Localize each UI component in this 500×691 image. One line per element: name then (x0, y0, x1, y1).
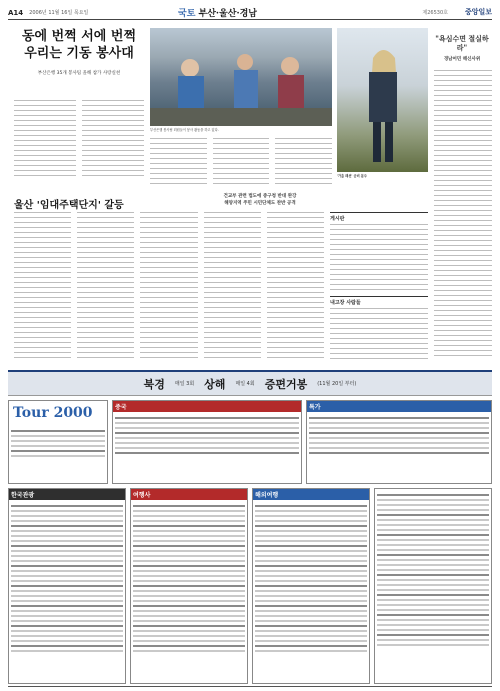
bulletin-board-box (330, 212, 428, 292)
overseas-travel-ad: 해외여행 (252, 488, 370, 684)
middle-body-columns (150, 138, 332, 188)
page-number: A14 (8, 8, 24, 17)
second-article-headline: 울산 '임대주택단지' 갈등 (14, 200, 124, 211)
issue-number: 제26530호 (422, 10, 448, 16)
second-body-columns (14, 212, 324, 362)
fashion-photo (337, 28, 428, 172)
publication-date: 2006년 11월 16일 목요일 (29, 10, 89, 16)
lead-article-headline (14, 28, 144, 76)
local-people-title: 내고장 사람들 (330, 300, 361, 306)
right-article-title: "욕심수면 절실하라" (435, 34, 489, 52)
lead-headline-line-2: 우리는 기동 봉사대 (24, 46, 134, 61)
price-list-ad (374, 488, 492, 684)
china-travel-ad: 중국 (112, 400, 302, 484)
page-header (8, 6, 492, 20)
photo1-caption: 부산은행 봉사팀 회원들이 봉사 활동을 하고 있다. (150, 128, 219, 132)
page-footer-rule (8, 686, 492, 687)
right-article-subtitle: 경남어민 해신사위 (443, 57, 481, 62)
lead-subhead: 부산은행 35개 봉사팀 올해 참가 사랑실천 (37, 71, 121, 76)
fashion-photo-illustration (337, 28, 428, 172)
tour-ad: Tour 2000 (8, 400, 108, 484)
lead-body-columns (14, 100, 144, 182)
second-article-subhead: 건교부 관련 법도에 중구청 반대 완강 해양지역 주민 시민단체도 찬반 공격 (223, 194, 297, 206)
lead-body-col-1 (14, 100, 76, 182)
section-title: 국토 부산·울산·경남 (178, 9, 257, 19)
bulletin-board-title: 게시판 (330, 216, 345, 222)
lead-body-col-2 (82, 100, 144, 182)
right-article-body (434, 70, 492, 360)
special-price-ad: 특가 (306, 400, 492, 484)
local-people-box (330, 296, 428, 362)
photo2-caption: '가을 패션' 준비 분주 (337, 174, 367, 178)
travel-agency-ad: 여행사 (130, 488, 248, 684)
airline-banner-ad: 북경 매일 3회 상해 매일 4회 증편거봉 (11월 20일 부터) (8, 370, 492, 396)
volunteer-photo (150, 28, 332, 126)
volunteer-photo-illustration (150, 28, 332, 126)
paper-logo: 중앙일보 (464, 8, 492, 16)
korea-tour-ad: 한국관광 (8, 488, 126, 684)
lead-headline-line-1: 동에 번쩍 서에 번쩍 (21, 29, 137, 44)
